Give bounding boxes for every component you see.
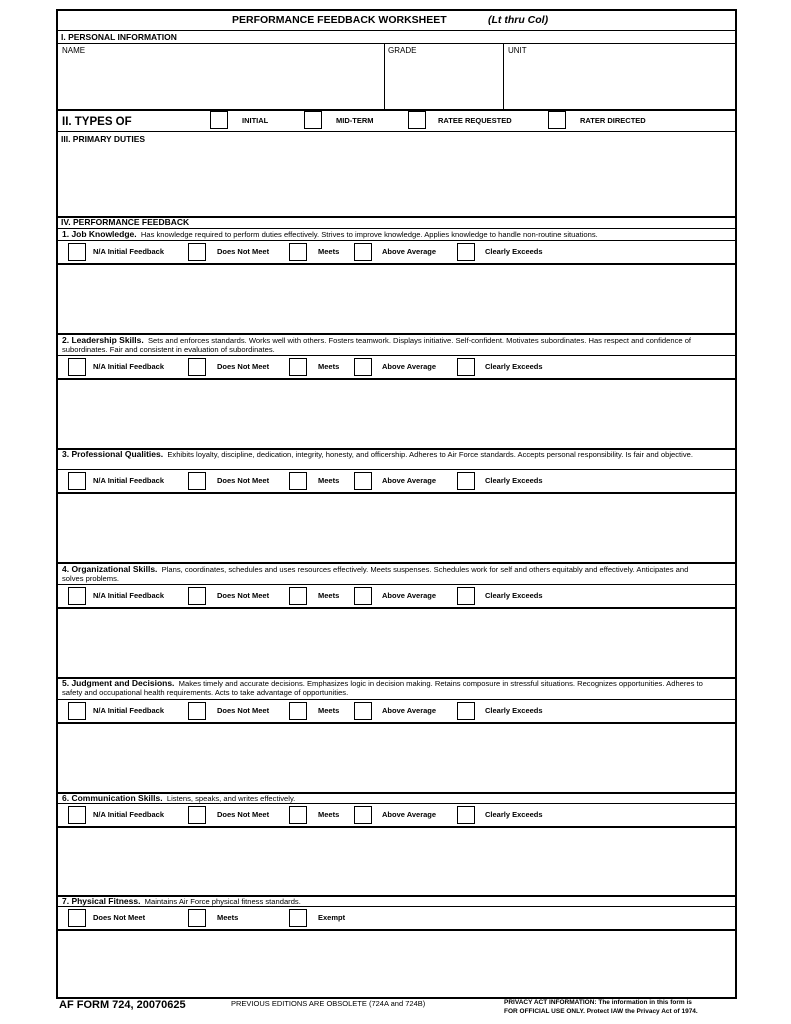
rater-directed-checkbox[interactable] xyxy=(548,111,566,129)
types-heading: II. TYPES OF xyxy=(62,116,132,128)
organizational-skills-above-average-label: Above Average xyxy=(382,591,437,600)
communication-skills-clearly-exceeds-checkbox[interactable] xyxy=(457,806,475,824)
communication-skills-text: Listens, speaks, and writes effectively. xyxy=(166,794,296,803)
judgment-decisions-above-average-checkbox[interactable] xyxy=(354,702,372,720)
job-knowledge-na-label: N/A Initial Feedback xyxy=(93,247,164,256)
form-subtitle: (Lt thru Col) xyxy=(488,14,549,26)
physical-fitness-description xyxy=(62,897,705,906)
communication-skills-description xyxy=(62,794,705,803)
professional-qualities-above-average-checkbox[interactable] xyxy=(354,472,372,490)
communication-skills-does-not-meet-checkbox[interactable] xyxy=(188,806,206,824)
physical-fitness-exempt-label: Exempt xyxy=(318,913,346,922)
feedback-worksheet-form xyxy=(56,9,737,999)
communication-skills-above-average-checkbox[interactable] xyxy=(354,806,372,824)
judgment-decisions-does-not-meet-checkbox[interactable] xyxy=(188,702,206,720)
job-knowledge-above-average-label: Above Average xyxy=(382,247,437,256)
professional-qualities-text: Exhibits loyalty, discipline, dedication, integrity, honesty, and officership. Adheres to Air Force standards. Accepts personal responsibility. Is fair and objective. xyxy=(167,450,693,459)
judgment-decisions-above-average-label: Above Average xyxy=(382,706,437,715)
physical-fitness-does-not-meet-checkbox[interactable] xyxy=(68,909,86,927)
organizational-skills-title: 4. Organizational Skills. xyxy=(62,564,158,574)
initial-checkbox[interactable] xyxy=(210,111,228,129)
organizational-skills-description xyxy=(62,565,705,583)
leadership-skills-meets-checkbox[interactable] xyxy=(289,358,307,376)
job-knowledge-meets-label: Meets xyxy=(318,247,340,256)
judgment-decisions-clearly-exceeds-checkbox[interactable] xyxy=(457,702,475,720)
leadership-skills-above-average-checkbox[interactable] xyxy=(354,358,372,376)
leadership-skills-does-not-meet-checkbox[interactable] xyxy=(188,358,206,376)
judgment-decisions-text: Makes timely and accurate decisions. Emphasizes logic in decision making. Retains composure in stressful situations. Recognizes opportunities. Adheres to safety and occupational health requirements. Acts to take advantage of opportunities. xyxy=(62,679,703,697)
communication-skills-na-label: N/A Initial Feedback xyxy=(93,810,164,819)
professional-qualities-clearly-exceeds-label: Clearly Exceeds xyxy=(485,476,543,485)
judgment-decisions-na-label: N/A Initial Feedback xyxy=(93,706,164,715)
leadership-skills-above-average-label: Above Average xyxy=(382,362,437,371)
leadership-skills-clearly-exceeds-label: Clearly Exceeds xyxy=(485,362,543,371)
physical-fitness-meets-label: Meets xyxy=(217,913,239,922)
professional-qualities-meets-checkbox[interactable] xyxy=(289,472,307,490)
grade-field[interactable] xyxy=(385,57,503,109)
organizational-skills-above-average-checkbox[interactable] xyxy=(354,587,372,605)
job-knowledge-text: Has knowledge required to perform duties effectively. Strives to improve knowledge. Applies knowledge to handle non-routine situations. xyxy=(140,230,598,239)
organizational-skills-text: Plans, coordinates, schedules and uses resources effectively. Meets suspenses. Schedules work for self and others equitably and effectively. Anticipates and solves problems. xyxy=(62,565,689,583)
professional-qualities-does-not-meet-label: Does Not Meet xyxy=(217,476,270,485)
initial-label: INITIAL xyxy=(242,116,269,125)
leadership-skills-meets-label: Meets xyxy=(318,362,340,371)
professional-qualities-meets-label: Meets xyxy=(318,476,340,485)
physical-fitness-exempt-checkbox[interactable] xyxy=(289,909,307,927)
privacy-line-2: FOR OFFICIAL USE ONLY. Protect IAW the Privacy Act of 1974. xyxy=(504,1008,698,1015)
primary-duties-heading: III. PRIMARY DUTIES xyxy=(61,134,146,144)
leadership-skills-na-label: N/A Initial Feedback xyxy=(93,362,164,371)
leadership-skills-title: 2. Leadership Skills. xyxy=(62,335,144,345)
job-knowledge-title: 1. Job Knowledge. xyxy=(62,229,137,239)
job-knowledge-description xyxy=(62,230,705,239)
professional-qualities-na-checkbox[interactable] xyxy=(68,472,86,490)
leadership-skills-does-not-meet-label: Does Not Meet xyxy=(217,362,270,371)
form-id: AF FORM 724, 20070625 xyxy=(59,999,186,1011)
form-title: PERFORMANCE FEEDBACK WORKSHEET xyxy=(232,14,447,26)
physical-fitness-meets-checkbox[interactable] xyxy=(188,909,206,927)
job-knowledge-above-average-checkbox[interactable] xyxy=(354,243,372,261)
professional-qualities-na-label: N/A Initial Feedback xyxy=(93,476,164,485)
judgment-decisions-title: 5. Judgment and Decisions. xyxy=(62,678,175,688)
job-knowledge-does-not-meet-checkbox[interactable] xyxy=(188,243,206,261)
professional-qualities-description xyxy=(62,450,705,459)
judgment-decisions-meets-checkbox[interactable] xyxy=(289,702,307,720)
judgment-decisions-clearly-exceeds-label: Clearly Exceeds xyxy=(485,706,543,715)
rater-directed-label: RATER DIRECTED xyxy=(580,116,646,125)
communication-skills-na-checkbox[interactable] xyxy=(68,806,86,824)
judgment-decisions-description xyxy=(62,679,705,697)
ratee-requested-checkbox[interactable] xyxy=(408,111,426,129)
organizational-skills-na-label: N/A Initial Feedback xyxy=(93,591,164,600)
organizational-skills-does-not-meet-label: Does Not Meet xyxy=(217,591,270,600)
physical-fitness-title: 7. Physical Fitness. xyxy=(62,896,141,906)
organizational-skills-does-not-meet-checkbox[interactable] xyxy=(188,587,206,605)
judgment-decisions-meets-label: Meets xyxy=(318,706,340,715)
primary-duties-field[interactable] xyxy=(58,145,737,216)
communication-skills-meets-checkbox[interactable] xyxy=(289,806,307,824)
professional-qualities-title: 3. Professional Qualities. xyxy=(62,449,164,459)
organizational-skills-na-checkbox[interactable] xyxy=(68,587,86,605)
privacy-line-1: PRIVACY ACT INFORMATION: The information in this form is xyxy=(504,999,692,1006)
organizational-skills-meets-checkbox[interactable] xyxy=(289,587,307,605)
professional-qualities-above-average-label: Above Average xyxy=(382,476,437,485)
communication-skills-title: 6. Communication Skills. xyxy=(62,793,163,803)
leadership-skills-text: Sets and enforces standards. Works well with others. Fosters teamwork. Displays initiative. Self-confident. Motivates subordinates. Has respect and confidence of subordinates. Fair and consistent in evaluation of subordinates. xyxy=(62,336,692,354)
judgment-decisions-na-checkbox[interactable] xyxy=(68,702,86,720)
communication-skills-clearly-exceeds-label: Clearly Exceeds xyxy=(485,810,543,819)
communication-skills-meets-label: Meets xyxy=(318,810,340,819)
editions-notice: PREVIOUS EDITIONS ARE OBSOLETE (724A and 724B) xyxy=(231,999,426,1008)
job-knowledge-na-checkbox[interactable] xyxy=(68,243,86,261)
privacy-act-notice xyxy=(504,998,698,1016)
grade-label: GRADE xyxy=(388,46,417,55)
professional-qualities-clearly-exceeds-checkbox[interactable] xyxy=(457,472,475,490)
communication-skills-does-not-meet-label: Does Not Meet xyxy=(217,810,270,819)
job-knowledge-meets-checkbox[interactable] xyxy=(289,243,307,261)
personal-info-heading: I. PERSONAL INFORMATION xyxy=(61,32,177,42)
name-field[interactable] xyxy=(58,57,384,109)
unit-label: UNIT xyxy=(508,46,527,55)
leadership-skills-na-checkbox[interactable] xyxy=(68,358,86,376)
communication-skills-above-average-label: Above Average xyxy=(382,810,437,819)
name-label: NAME xyxy=(62,46,86,55)
performance-feedback-heading: IV. PERFORMANCE FEEDBACK xyxy=(61,217,190,227)
organizational-skills-clearly-exceeds-label: Clearly Exceeds xyxy=(485,591,543,600)
physical-fitness-text: Maintains Air Force physical fitness standards. xyxy=(144,897,301,906)
job-knowledge-does-not-meet-label: Does Not Meet xyxy=(217,247,270,256)
mid-term-label: MID-TERM xyxy=(336,116,374,125)
leadership-skills-clearly-exceeds-checkbox[interactable] xyxy=(457,358,475,376)
unit-field[interactable] xyxy=(504,57,737,109)
job-knowledge-clearly-exceeds-label: Clearly Exceeds xyxy=(485,247,543,256)
judgment-decisions-does-not-meet-label: Does Not Meet xyxy=(217,706,270,715)
leadership-skills-description xyxy=(62,336,705,354)
ratee-requested-label: RATEE REQUESTED xyxy=(438,116,512,125)
organizational-skills-clearly-exceeds-checkbox[interactable] xyxy=(457,587,475,605)
professional-qualities-does-not-meet-checkbox[interactable] xyxy=(188,472,206,490)
organizational-skills-meets-label: Meets xyxy=(318,591,340,600)
physical-fitness-does-not-meet-label: Does Not Meet xyxy=(93,913,146,922)
mid-term-checkbox[interactable] xyxy=(304,111,322,129)
job-knowledge-clearly-exceeds-checkbox[interactable] xyxy=(457,243,475,261)
